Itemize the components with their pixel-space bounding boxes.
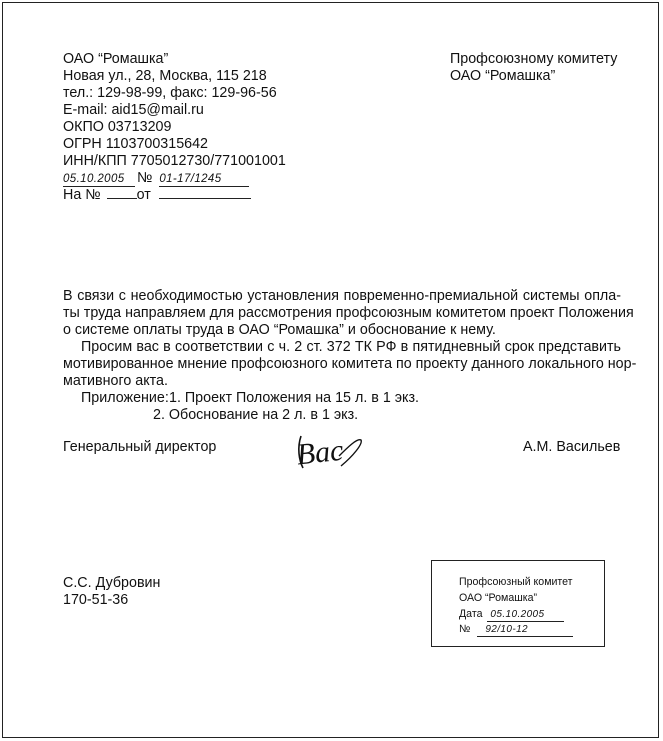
stamp-date-label: Дата xyxy=(459,608,483,620)
in-reply-date-blank xyxy=(159,198,251,199)
in-reply-from-label: от xyxy=(136,187,151,203)
stamp-number-label: № xyxy=(459,623,471,635)
outgoing-number: 01-17/1245 xyxy=(159,173,249,187)
signatory-name: А.М. Васильев xyxy=(523,439,621,455)
sender-address: Новая ул., 28, Москва, 115 218 xyxy=(63,68,267,84)
attachment-item-1: 1. Проект Положения на 15 л. в 1 экз. xyxy=(169,390,419,406)
sender-okpo: ОКПО 03713209 xyxy=(63,119,172,135)
body-paragraph-1-line-2: ты труда направляем для рассмотрения профсоюзным комитетом проект Положения xyxy=(63,305,634,321)
body-paragraph-2-line-1: Просим вас в соответствии с ч. 2 ст. 372 ТК РФ в пятидневный срок представить xyxy=(81,339,621,355)
sender-email: E-mail: aid15@mail.ru xyxy=(63,102,204,118)
stamp-line-1: Профсоюзный комитет xyxy=(459,576,573,588)
recipient-line-2: ОАО “Ромашка” xyxy=(450,68,556,84)
sender-org: ОАО “Ромашка” xyxy=(63,51,169,67)
in-reply-reference xyxy=(63,187,251,204)
outgoing-number-label: № xyxy=(137,170,153,186)
sender-inn: ИНН/КПП 7705012730/771001001 xyxy=(63,153,286,169)
body-paragraph-1-line-1: В связи с необходимостью установления повременно-премиальной системы опла- xyxy=(63,288,621,304)
outgoing-date: 05.10.2005 xyxy=(63,173,135,187)
outgoing-reference xyxy=(63,170,249,187)
attachment-item-2: 2. Обоснование на 2 л. в 1 экз. xyxy=(153,407,359,423)
in-reply-number-label: На № xyxy=(63,187,101,203)
attachment-label: Приложение: xyxy=(81,390,169,406)
registration-stamp xyxy=(431,560,605,647)
signature-text: Вас xyxy=(295,433,345,472)
body-paragraph-2-line-3: мативного акта. xyxy=(63,373,168,389)
sender-phone: тел.: 129-98-99, факс: 129-96-56 xyxy=(63,85,277,101)
executor-name: С.С. Дубровин xyxy=(63,575,161,591)
in-reply-number-blank xyxy=(107,198,137,199)
body-paragraph-2-line-2: мотивированное мнение профсоюзного комитета по проекту данного локального нор- xyxy=(63,356,637,372)
body-paragraph-1-line-3: о системе оплаты труда в ОАО “Ромашка” и обоснование к нему. xyxy=(63,322,496,338)
signatory-position: Генеральный директор xyxy=(63,439,217,455)
signature xyxy=(291,426,371,476)
stamp-number-value: 92/10-12 xyxy=(477,623,573,637)
executor-phone: 170-51-36 xyxy=(63,592,129,608)
stamp-number-row xyxy=(459,623,573,637)
sender-ogrn: ОГРН 1103700315642 xyxy=(63,136,209,152)
stamp-date-row xyxy=(459,608,564,622)
recipient-line-1: Профсоюзному комитету xyxy=(450,51,618,67)
letter-page xyxy=(2,2,659,738)
handwritten-signature-icon xyxy=(291,426,371,476)
stamp-line-2: ОАО “Ромашка” xyxy=(459,592,538,604)
stamp-date-value: 05.10.2005 xyxy=(487,608,564,622)
